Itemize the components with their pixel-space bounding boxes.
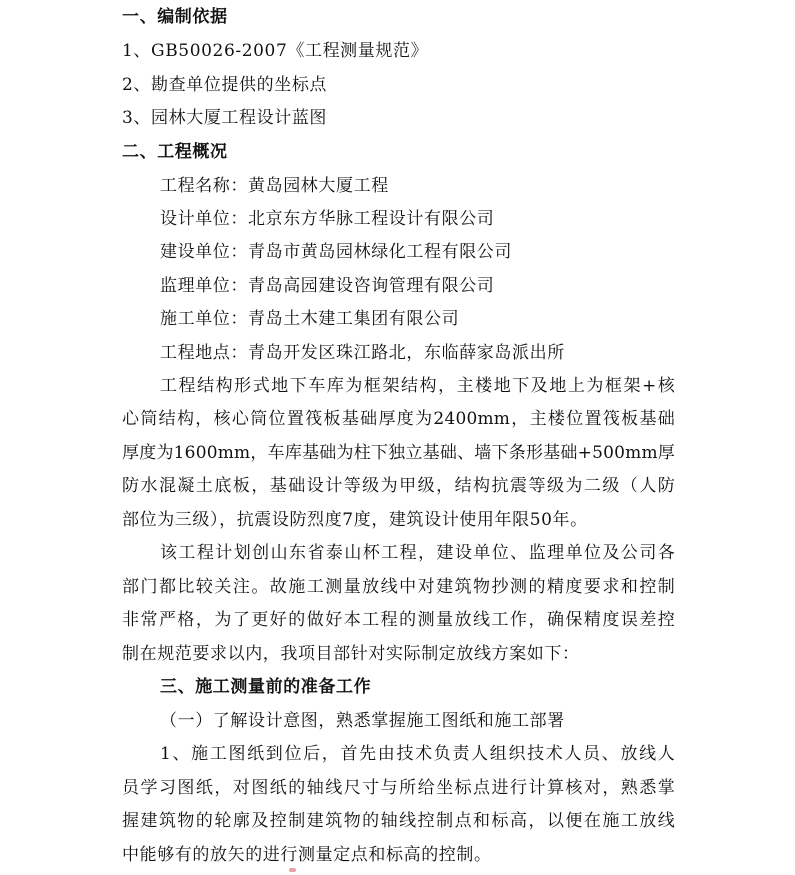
section-1-title: 一、编制依据 [122, 7, 228, 27]
section-1-item: 1、GB50026-2007《工程测量规范》 [122, 41, 429, 61]
project-field: 施工单位：青岛土木建工集团有限公司 [160, 309, 460, 329]
paragraph-line: 制在规范要求以内，我项目部针对实际制定放线方案如下： [122, 644, 580, 664]
paragraph-line: 部位为三级），抗震设防烈度7度，建筑设计使用年限50年。 [122, 510, 588, 530]
project-field: 监理单位：青岛高园建设咨询管理有限公司 [160, 276, 495, 296]
paragraph-line: 员学习图纸，对图纸的轴线尺寸与所给坐标点进行计算核对，熟悉掌 [122, 778, 675, 798]
project-field: 设计单位：北京东方华脉工程设计有限公司 [160, 209, 495, 229]
partial-mark [289, 868, 296, 872]
paragraph-line: 中能够有的放矢的进行测量定点和标高的控制。 [122, 845, 492, 865]
project-field: 工程名称：黄岛园林大厦工程 [160, 176, 389, 196]
paragraph-line: 部门都比较关注。故施工测量放线中对建筑物抄测的精度要求和控制 [122, 577, 675, 597]
paragraph-line: 握建筑物的轮廓及控制建筑物的轴线控制点和标高，以便在施工放线 [122, 811, 675, 831]
project-field: 工程地点：青岛开发区珠江路北，东临薛家岛派出所 [160, 343, 565, 363]
paragraph-line: 工程结构形式地下车库为框架结构，主楼地下及地上为框架+核 [160, 376, 675, 396]
paragraph-line: 防水混凝土底板，基础设计等级为甲级，结构抗震等级为二级（人防 [122, 476, 675, 496]
paragraph-line: 非常严格，为了更好的做好本工程的测量放线工作，确保精度误差控 [122, 610, 675, 630]
section-3-subtitle: （一）了解设计意图，熟悉掌握施工图纸和施工部署 [160, 711, 565, 731]
section-1-item: 3、园林大厦工程设计蓝图 [122, 108, 328, 128]
paragraph-line: 该工程计划创山东省泰山杯工程，建设单位、监理单位及公司各 [160, 543, 675, 563]
section-2-title: 二、工程概况 [122, 142, 228, 162]
project-field: 建设单位：青岛市黄岛园林绿化工程有限公司 [160, 242, 512, 262]
section-3-title: 三、施工测量前的准备工作 [160, 677, 372, 697]
paragraph-line: 厚度为1600mm，车库基础为柱下独立基础、墙下条形基础+500mm厚 [122, 443, 675, 463]
paragraph-line: 心筒结构，核心筒位置筏板基础厚度为2400mm，主楼位置筏板基础 [122, 409, 675, 429]
paragraph-line: 1、施工图纸到位后，首先由技术负责人组织技术人员、放线人 [160, 744, 675, 764]
section-1-item: 2、勘查单位提供的坐标点 [122, 75, 328, 95]
